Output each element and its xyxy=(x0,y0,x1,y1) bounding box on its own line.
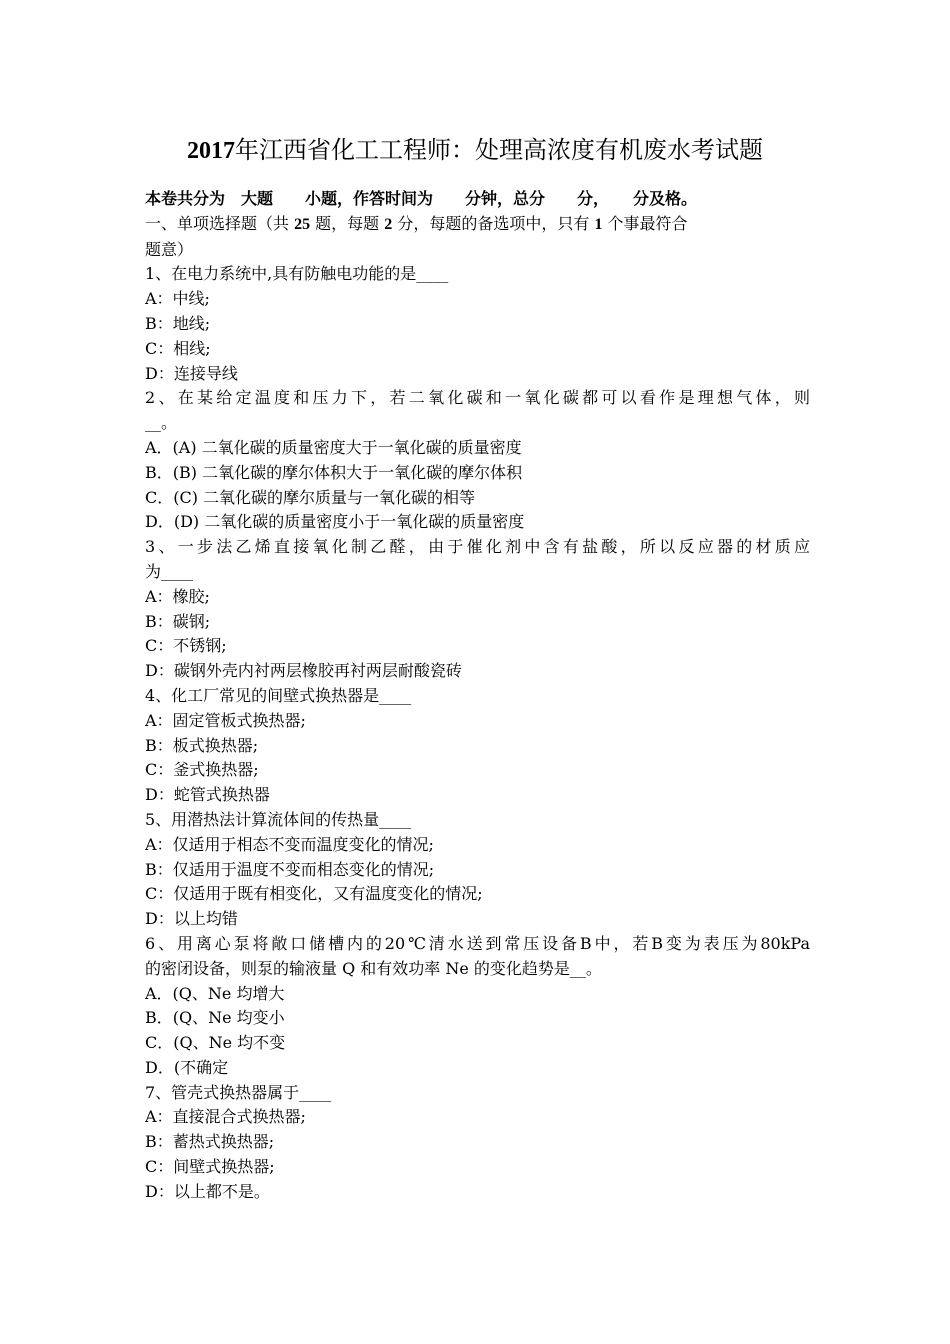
question-5-option-c: C：仅适用于既有相变化，又有温度变化的情况; xyxy=(145,884,483,904)
question-4-option-d: D：蛇管式换热器 xyxy=(145,785,270,805)
question-2-option-b: B．(B) 二氧化碳的摩尔体积大于一氧化碳的摩尔体积 xyxy=(145,462,523,482)
question-2-option-a: A．(A) 二氧化碳的质量密度大于一氧化碳的质量密度 xyxy=(145,437,522,457)
question-6-stem-cont: 的密闭设备，则泵的输液量 Q 和有效功率 Ne 的变化趋势是__。 xyxy=(145,958,602,978)
question-2-option-d: D．(D) 二氧化碳的质量密度小于一氧化碳的质量密度 xyxy=(145,512,525,532)
section-intro-line2: 题意） xyxy=(145,239,194,259)
question-1-option-b: B：地线; xyxy=(145,313,211,333)
question-3-option-a: A：橡胶; xyxy=(145,586,210,606)
question-2-option-c: C．(C) 二氧化碳的摩尔质量与一氧化碳的相等 xyxy=(145,487,476,507)
page-title xyxy=(0,134,950,167)
question-7-stem: 7、管壳式换热器属于____ xyxy=(145,1082,332,1102)
question-3-stem: 3、一步法乙烯直接氧化制乙醛，由于催化剂中含有盐酸，所以反应器的材质应 xyxy=(145,537,810,557)
question-7-option-a: A：直接混合式换热器; xyxy=(145,1107,306,1127)
title-year: 2017 xyxy=(187,138,235,164)
question-6-stem: 6、用离心泵将敞口储槽内的20℃清水送到常压设备B中，若B变为表压为80kPa xyxy=(145,933,810,953)
question-5-option-d: D：以上均错 xyxy=(145,909,238,929)
question-3-option-d: D：碳钢外壳内衬两层橡胶再衬两层耐酸瓷砖 xyxy=(145,661,462,681)
question-4-option-c: C：釜式换热器; xyxy=(145,760,259,780)
question-1-option-d: D：连接导线 xyxy=(145,363,238,383)
title-text: 年江西省化工工程师：处理高浓度有机废水考试题 xyxy=(235,136,763,164)
question-5-option-b: B：仅适用于温度不变而相态变化的情况; xyxy=(145,859,435,879)
question-6-option-a: A．(Q、Ne 均增大 xyxy=(145,983,285,1003)
question-6-option-c: C．(Q、Ne 均不变 xyxy=(145,1033,286,1053)
question-7-option-b: B：蓄热式换热器; xyxy=(145,1132,275,1152)
exam-info: 本卷共分为 大题 小题，作答时间为 分钟，总分 分， 分及格。 xyxy=(145,189,698,208)
question-3-option-b: B：碳钢; xyxy=(145,611,211,631)
question-4-option-b: B：板式换热器; xyxy=(145,735,259,755)
question-5-stem: 5、用潜热法计算流体间的传热量____ xyxy=(145,809,412,829)
question-7-option-d: D：以上都不是。 xyxy=(145,1181,270,1201)
section-intro: 一、单项选择题（共 25 题，每题 2 分，每题的备选项中，只有 1 个事最符合 xyxy=(145,213,688,233)
question-2-stem: 2、在某给定温度和压力下，若二氧化碳和一氧化碳都可以看作是理想气体，则 xyxy=(145,388,810,408)
question-2-stem-cont: __。 xyxy=(145,413,178,433)
question-3-option-c: C：不锈钢; xyxy=(145,636,227,656)
document-body xyxy=(145,187,810,1205)
question-1-option-a: A：中线; xyxy=(145,289,210,309)
question-4-option-a: A：固定管板式换热器; xyxy=(145,710,306,730)
question-6-option-d: D．(不确定 xyxy=(145,1057,229,1077)
question-5-option-a: A：仅适用于相态不变而温度变化的情况; xyxy=(145,834,434,854)
question-3-stem-cont: 为____ xyxy=(145,561,194,581)
question-4-stem: 4、化工厂常见的间壁式换热器是____ xyxy=(145,685,412,705)
question-6-option-b: B．(Q、Ne 均变小 xyxy=(145,1008,285,1028)
question-7-option-c: C：间壁式换热器; xyxy=(145,1157,275,1177)
question-1-option-c: C：相线; xyxy=(145,338,211,358)
question-1-stem: 1、在电力系统中,具有防触电功能的是____ xyxy=(145,264,449,284)
